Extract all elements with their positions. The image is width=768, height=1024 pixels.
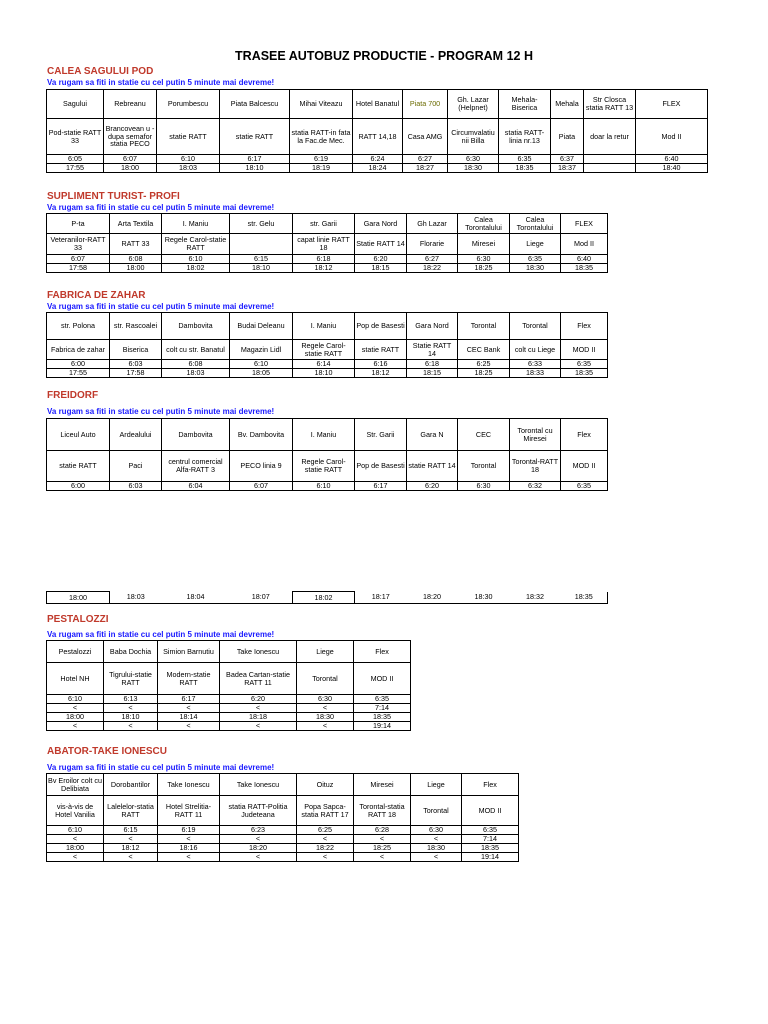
stop-detail: Mod II (636, 119, 708, 155)
time-cell: 18:30 (448, 164, 499, 173)
time-cell: 6:07 (47, 255, 110, 264)
time-cell: < (104, 835, 158, 844)
stop-detail: Torontal (458, 451, 510, 482)
time-cell: < (220, 853, 297, 862)
stop-detail: Pop de Basesti (355, 451, 407, 482)
stop-detail: Popa Sapca-statia RATT 17 (297, 796, 354, 826)
time-cell: 6:08 (110, 255, 162, 264)
time-cell: 6:10 (157, 155, 220, 164)
stop-detail (230, 234, 293, 255)
stop-detail: Mod II (561, 234, 608, 255)
time-cell: 18:30 (510, 263, 561, 272)
time-cell: 6:10 (47, 826, 104, 835)
time-cell: 18:24 (353, 164, 403, 173)
stop-name: Gh Lazar (407, 214, 458, 234)
stop-name: Gara Nord (355, 214, 407, 234)
stop-name: Pop de Basesti (355, 313, 407, 340)
notice-text: Va rugam sa fiti in statie cu cel putin 5 minute mai devreme! (47, 763, 275, 772)
time-cell: 18:19 (290, 164, 353, 173)
stop-detail: Statie RATT 14 (355, 234, 407, 255)
stop-name: Dambovita (162, 419, 230, 451)
stop-detail: Paci (110, 451, 162, 482)
time-cell: < (297, 835, 354, 844)
time-cell: 18:00 (47, 713, 104, 722)
time-cell: 6:30 (458, 255, 510, 264)
time-cell: 6:27 (407, 255, 458, 264)
time-cell: 6:30 (411, 826, 462, 835)
stop-name: I. Maniu (162, 214, 230, 234)
stop-detail: capat linie RATT 18 (293, 234, 355, 255)
time-cell (584, 155, 636, 164)
time-cell: 18:35 (561, 263, 608, 272)
stop-name: Baba Dochia (104, 641, 158, 663)
time-cell: 6:04 (162, 482, 230, 491)
stop-detail: Veteranilor-RATT 33 (47, 234, 110, 255)
timetable-supliment-turist-profi (46, 213, 608, 273)
stop-detail: RATT 14,18 (353, 119, 403, 155)
section-title-calea-sagului-pod: CALEA SAGULUI POD (47, 66, 154, 77)
time-cell: 6:05 (47, 155, 104, 164)
stop-name: str. Polona (47, 313, 110, 340)
time-cell: < (220, 704, 297, 713)
time-cell: 6:25 (458, 360, 510, 369)
time-cell: 6:00 (47, 360, 110, 369)
time-cell: 6:35 (462, 826, 519, 835)
notice-text: Va rugam sa fiti in statie cu cel putin 5 minute mai devreme! (47, 78, 275, 87)
time-cell: 18:10 (220, 164, 290, 173)
stop-detail: statia RATT-linia nr.13 (499, 119, 551, 155)
stop-detail: statie RATT (220, 119, 290, 155)
time-cell: 6:20 (407, 482, 458, 491)
time-cell: 6:03 (110, 482, 162, 491)
time-cell: 6:13 (104, 695, 158, 704)
time-cell: 6:30 (297, 695, 354, 704)
stop-detail: doar la retur (584, 119, 636, 155)
time-cell: 17:55 (47, 164, 104, 173)
time-cell: < (104, 722, 158, 731)
time-cell: 18:14 (158, 713, 220, 722)
time-cell: 6:16 (355, 360, 407, 369)
time-cell: 18:12 (293, 263, 355, 272)
stop-name: Mehala-Biserica (499, 90, 551, 119)
stop-name: Take Ionescu (220, 774, 297, 796)
time-cell: 18:03 (162, 368, 230, 377)
time-cell: 18:03 (157, 164, 220, 173)
time-cell: 6:00 (47, 482, 110, 491)
time-cell: 18:30 (474, 592, 493, 602)
time-cell: 18:07 (251, 592, 270, 602)
time-cell: 6:30 (458, 482, 510, 491)
stop-detail: Regele Carol-statie RATT (162, 234, 230, 255)
stop-detail: Liege (510, 234, 561, 255)
time-cell: 6:20 (220, 695, 297, 704)
stop-name: Arta Textila (110, 214, 162, 234)
time-cell: 6:30 (448, 155, 499, 164)
stop-detail: Modern-statie RATT (158, 663, 220, 695)
stop-detail: CEC Bank (458, 340, 510, 360)
stop-name: Miresei (354, 774, 411, 796)
time-cell: 6:14 (293, 360, 355, 369)
time-cell: 18:35 (561, 368, 608, 377)
time-cell: < (47, 835, 104, 844)
stop-detail: Hotel Strelitia-RATT 11 (158, 796, 220, 826)
stop-name: Flex (561, 313, 608, 340)
time-cell: 18:04 (186, 592, 205, 602)
time-cell: < (158, 853, 220, 862)
stop-detail: Florarie (407, 234, 458, 255)
time-cell: 7:14 (462, 835, 519, 844)
stop-name: Porumbescu (157, 90, 220, 119)
stop-name: Dorobantilor (104, 774, 158, 796)
section-title-abator-take-ionescu: ABATOR-TAKE IONESCU (47, 746, 167, 757)
time-cell: 18:20 (220, 844, 297, 853)
time-cell: 18:35 (574, 592, 593, 602)
time-cell: 6:17 (220, 155, 290, 164)
stop-detail: MOD II (561, 451, 608, 482)
time-cell: 18:02 (293, 592, 355, 604)
stop-detail: colt cu str. Banatul (162, 340, 230, 360)
time-cell: < (297, 704, 354, 713)
stop-name: Take Ionescu (220, 641, 297, 663)
time-cell: 18:15 (407, 368, 458, 377)
timetable-fabrica-de-zahar (46, 312, 608, 378)
stop-name: Oituz (297, 774, 354, 796)
time-cell: 18:32 (526, 592, 544, 602)
time-cell: < (297, 853, 354, 862)
notice-text: Va rugam sa fiti in statie cu cel putin 5 minute mai devreme! (47, 302, 275, 311)
stop-name: Flex (462, 774, 519, 796)
stop-name: CEC (458, 419, 510, 451)
timetable-freidorf-return (46, 591, 608, 604)
stop-name: Gh. Lazar (Helpnet) (448, 90, 499, 119)
time-cell: < (158, 704, 220, 713)
time-cell: 6:40 (636, 155, 708, 164)
time-cell: 18:03 (126, 592, 145, 602)
time-cell: 6:07 (230, 482, 293, 491)
time-cell: 6:15 (230, 255, 293, 264)
stop-detail: Badea Cartan-statie RATT 11 (220, 663, 297, 695)
time-cell: 6:19 (158, 826, 220, 835)
time-cell: 18:00 (47, 592, 110, 604)
time-cell: 17:58 (110, 368, 162, 377)
time-cell: 18:22 (407, 263, 458, 272)
stop-name: Sagului (47, 90, 104, 119)
time-cell: 18:16 (158, 844, 220, 853)
stop-detail: Fabrica de zahar (47, 340, 110, 360)
stop-detail: Regele Carol-statie RATT (293, 451, 355, 482)
stop-detail: statie RATT (355, 340, 407, 360)
section-title-supliment-turist-profi: SUPLIMENT TURIST- PROFI (47, 191, 180, 202)
stop-name: Liceul Auto (47, 419, 110, 451)
stop-name: Torontal (510, 313, 561, 340)
time-cell: 18:25 (354, 844, 411, 853)
stop-name: Gara N (407, 419, 458, 451)
time-cell: 18:15 (355, 263, 407, 272)
stop-detail: PECO linia 9 (230, 451, 293, 482)
stop-detail: Biserica (110, 340, 162, 360)
stop-detail: Torontal (297, 663, 354, 695)
stop-detail: Casa AMG (403, 119, 448, 155)
page-title: TRASEE AUTOBUZ PRODUCTIE - PROGRAM 12 H (235, 49, 533, 63)
time-cell: 18:17 (371, 592, 390, 602)
stop-name: Simion Barnutiu (158, 641, 220, 663)
stop-name: FLEX (636, 90, 708, 119)
stop-detail: Piata (551, 119, 584, 155)
time-cell: 6:17 (355, 482, 407, 491)
time-cell: 6:37 (551, 155, 584, 164)
stop-detail: vis-à-vis de Hotel Vanilia (47, 796, 104, 826)
time-cell: 6:27 (403, 155, 448, 164)
time-cell: 6:10 (162, 255, 230, 264)
time-cell: < (354, 853, 411, 862)
notice-text: Va rugam sa fiti in statie cu cel putin 5 minute mai devreme! (47, 203, 275, 212)
stop-name: I. Maniu (293, 419, 355, 451)
stop-name: Calea Torontalului (510, 214, 561, 234)
stop-detail: Circumvalatiu nii Billa (448, 119, 499, 155)
stop-detail: Hotel NH (47, 663, 104, 695)
time-cell: < (411, 853, 462, 862)
time-cell: 18:25 (458, 263, 510, 272)
stop-detail: centrul comercial Alfa-RATT 3 (162, 451, 230, 482)
stop-detail: Pod-statie RATT 33 (47, 119, 104, 155)
time-cell: 6:15 (104, 826, 158, 835)
time-cell: 18:18 (220, 713, 297, 722)
stop-name: str. Gelu (230, 214, 293, 234)
time-cell: 18:22 (297, 844, 354, 853)
time-cell: 6:40 (561, 255, 608, 264)
stop-name: Piata Balcescu (220, 90, 290, 119)
time-cell: 18:35 (354, 713, 411, 722)
time-cell: 6:32 (510, 482, 561, 491)
time-cell: 7:14 (354, 704, 411, 713)
time-cell: 18:37 (551, 164, 584, 173)
time-cell: 18:00 (104, 164, 157, 173)
notice-text: Va rugam sa fiti in statie cu cel putin 5 minute mai devreme! (47, 407, 275, 416)
time-cell: 6:35 (499, 155, 551, 164)
time-cell: 18:10 (293, 368, 355, 377)
stop-name: Bv Eroilor colt cu Delibiata (47, 774, 104, 796)
time-cell: 18:30 (297, 713, 354, 722)
time-cell: < (220, 722, 297, 731)
time-cell: 6:18 (293, 255, 355, 264)
time-cell: 6:35 (561, 482, 608, 491)
timetable-pestalozzi (46, 640, 411, 731)
stop-name: Liege (411, 774, 462, 796)
time-cell: < (158, 835, 220, 844)
time-cell: 18:25 (458, 368, 510, 377)
stop-name: Dambovita (162, 313, 230, 340)
time-cell: 18:10 (230, 263, 293, 272)
stop-name: Rebreanu (104, 90, 157, 119)
time-cell: < (297, 722, 354, 731)
time-cell: 6:35 (354, 695, 411, 704)
section-title-freidorf: FREIDORF (47, 390, 99, 401)
stop-detail: statia RATT-in fata la Fac.de Mec. (290, 119, 353, 155)
stop-detail: Brancovean u - dupa semafor statia PECO (104, 119, 157, 155)
time-cell: 6:08 (162, 360, 230, 369)
stop-name: str. Garii (293, 214, 355, 234)
time-cell: 6:10 (293, 482, 355, 491)
stop-name: Str Closca statia RATT 13 (584, 90, 636, 119)
stop-name: I. Maniu (293, 313, 355, 340)
stop-detail: statia RATT-Politia Judeteana (220, 796, 297, 826)
time-cell: 17:58 (47, 263, 110, 272)
time-cell: 6:35 (510, 255, 561, 264)
stop-detail: Tigrului-statie RATT (104, 663, 158, 695)
stop-name: str. Rascoalei (110, 313, 162, 340)
time-cell: 18:00 (47, 844, 104, 853)
stop-detail: Magazin Lidl (230, 340, 293, 360)
timetable-freidorf (46, 418, 608, 491)
stop-detail: Torontal (411, 796, 462, 826)
stop-name: Flex (354, 641, 411, 663)
time-cell: 18:27 (403, 164, 448, 173)
stop-name: Take Ionescu (158, 774, 220, 796)
stop-detail: MOD II (462, 796, 519, 826)
time-cell: 18:00 (110, 263, 162, 272)
time-cell: 6:10 (47, 695, 104, 704)
section-title-pestalozzi: PESTALOZZI (47, 614, 109, 625)
time-cell: 18:35 (462, 844, 519, 853)
time-cell: 18:40 (636, 164, 708, 173)
stop-name: Flex (561, 419, 608, 451)
time-cell: 18:20 (423, 592, 441, 602)
time-cell: 6:17 (158, 695, 220, 704)
stop-detail: MOD II (354, 663, 411, 695)
time-cell: 6:18 (407, 360, 458, 369)
time-cell: < (220, 835, 297, 844)
stop-name: Bv. Dambovita (230, 419, 293, 451)
time-cell: 6:25 (297, 826, 354, 835)
stop-name: FLEX (561, 214, 608, 234)
time-cell: < (158, 722, 220, 731)
stop-name: Piata 700 (403, 90, 448, 119)
time-cell: 19:14 (354, 722, 411, 731)
time-cell: 18:33 (510, 368, 561, 377)
stop-detail: Statie RATT 14 (407, 340, 458, 360)
time-cell: < (104, 853, 158, 862)
time-cell: 6:07 (104, 155, 157, 164)
stop-name: Torontal cu Miresei (510, 419, 561, 451)
stop-name: Str. Garii (355, 419, 407, 451)
time-cell: 17:55 (47, 368, 110, 377)
time-cell: 18:02 (162, 263, 230, 272)
time-cell: 18:12 (355, 368, 407, 377)
time-cell: < (104, 704, 158, 713)
stop-name: Mehala (551, 90, 584, 119)
stop-name: Budai Deleanu (230, 313, 293, 340)
stop-detail: RATT 33 (110, 234, 162, 255)
time-cell: 6:28 (354, 826, 411, 835)
time-cell: 18:10 (104, 713, 158, 722)
time-cell: 18:30 (411, 844, 462, 853)
time-cell: 18:35 (499, 164, 551, 173)
stop-detail: statie RATT (157, 119, 220, 155)
table-rule (46, 490, 608, 491)
stop-name: P-ta (47, 214, 110, 234)
stop-name: Pestalozzi (47, 641, 104, 663)
stop-name: Ardealului (110, 419, 162, 451)
stop-name: Liege (297, 641, 354, 663)
time-cell: 19:14 (462, 853, 519, 862)
time-cell: 18:12 (104, 844, 158, 853)
time-cell: 18:05 (230, 368, 293, 377)
stop-name: Hotel Banatul (353, 90, 403, 119)
stop-detail: statie RATT (47, 451, 110, 482)
section-title-fabrica-de-zahar: FABRICA DE ZAHAR (47, 290, 146, 301)
stop-detail: MOD II (561, 340, 608, 360)
stop-detail: colt cu Liege (510, 340, 561, 360)
stop-detail: Regele Carol-statie RATT (293, 340, 355, 360)
time-cell: 6:35 (561, 360, 608, 369)
stop-detail: Miresei (458, 234, 510, 255)
stop-detail: Torontal-RATT 18 (510, 451, 561, 482)
timetable-abator-take-ionescu (46, 773, 519, 862)
time-cell: 6:03 (110, 360, 162, 369)
time-cell: < (47, 722, 104, 731)
time-cell: < (411, 835, 462, 844)
time-cell: 6:20 (355, 255, 407, 264)
stop-name: Mihai Viteazu (290, 90, 353, 119)
stop-detail: statie RATT 14 (407, 451, 458, 482)
time-cell: 6:19 (290, 155, 353, 164)
stop-name: Calea Torontalului (458, 214, 510, 234)
time-cell: < (354, 835, 411, 844)
time-cell: 6:23 (220, 826, 297, 835)
time-cell: 6:33 (510, 360, 561, 369)
time-cell: 6:10 (230, 360, 293, 369)
time-cell: 6:24 (353, 155, 403, 164)
stop-detail: Torontal-statia RATT 18 (354, 796, 411, 826)
time-cell (584, 164, 636, 173)
stop-detail: Lalelelor-statia RATT (104, 796, 158, 826)
notice-text: Va rugam sa fiti in statie cu cel putin 5 minute mai devreme! (47, 630, 275, 639)
timetable-calea-sagului-pod (46, 89, 708, 173)
time-cell: < (47, 853, 104, 862)
stop-name: Gara Nord (407, 313, 458, 340)
time-cell: < (47, 704, 104, 713)
stop-name: Torontal (458, 313, 510, 340)
